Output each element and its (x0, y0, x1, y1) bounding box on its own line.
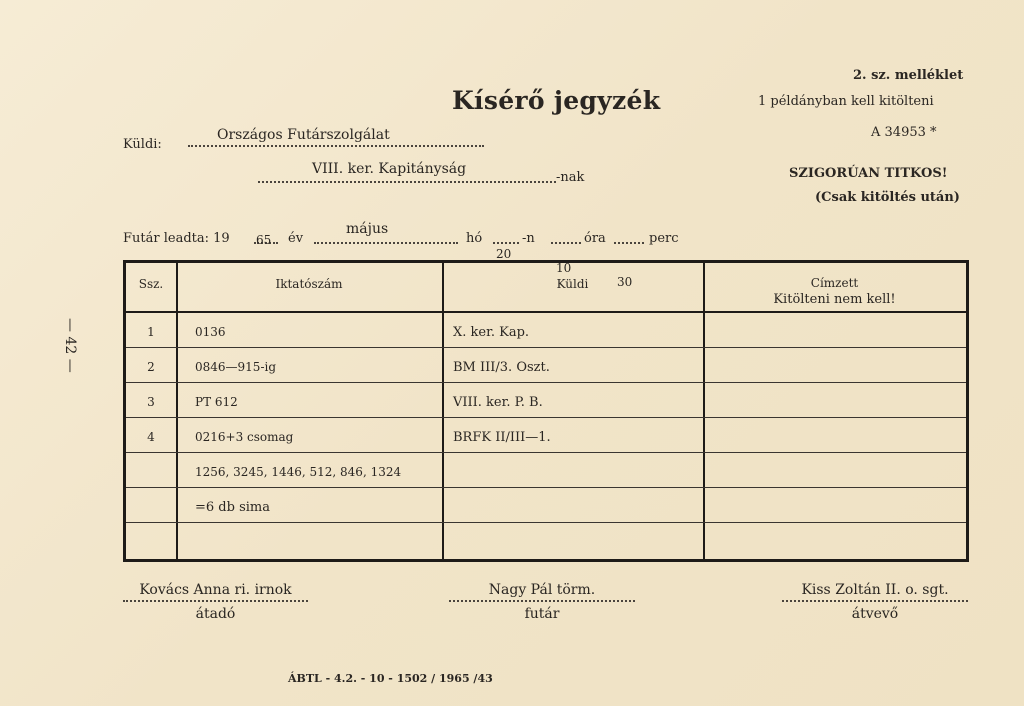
serial-number: A 34953 * (871, 125, 937, 140)
year-label: év (288, 231, 304, 246)
row-line-1 (126, 347, 966, 348)
row-2-reg: 0846—915-ig (195, 360, 277, 374)
col-divider-3 (703, 263, 705, 559)
minute-value: 30 (617, 275, 633, 289)
row-5-reg: 1256, 3245, 1446, 512, 846, 1324 (195, 465, 402, 479)
handover-label: Futár leadta: 19 (123, 231, 230, 246)
consignment-table (123, 260, 969, 562)
row-line-5 (126, 487, 966, 488)
header-separator (126, 311, 966, 313)
side-page-number: — 42 — (62, 318, 78, 373)
day-label: -n (522, 231, 535, 246)
copies-note: 1 példányban kell kitölteni (758, 94, 934, 109)
month-label: hó (466, 231, 483, 246)
minute-label: perc (649, 231, 679, 246)
row-3-sender: VIII. ker. P. B. (453, 395, 543, 410)
row-3-num: 3 (147, 395, 155, 409)
day-dots (493, 228, 519, 244)
signature-receiver (782, 582, 968, 622)
day-value: 20 (496, 247, 512, 261)
row-line-4 (126, 452, 966, 453)
row-line-2 (126, 382, 966, 383)
row-2-sender: BM III/3. Oszt. (453, 360, 550, 375)
row-4-reg: 0216+3 csomag (195, 430, 294, 444)
signature-giver (123, 582, 308, 622)
document-title: Kísérő jegyzék (452, 86, 661, 115)
sender-suffix: -nak (556, 170, 585, 185)
month-value: május (346, 221, 389, 237)
giver-name: Kovács Anna ri. irnok (123, 582, 308, 602)
minute-dots (614, 228, 644, 244)
sender-value-1: Országos Futárszolgálat (217, 127, 390, 143)
sender-value-2: VIII. ker. Kapitányság (312, 161, 467, 177)
hour-value: 10 (556, 261, 572, 275)
row-4-sender: BRFK II/III—1. (453, 430, 551, 445)
col-divider-1 (176, 263, 178, 559)
header-recipient-note: Kitölteni nem kell! (773, 292, 896, 307)
signature-courier (449, 582, 635, 622)
year-value: 65 (256, 233, 272, 247)
col-divider-2 (442, 263, 444, 559)
row-1-num: 1 (147, 325, 155, 339)
row-4-num: 4 (147, 430, 155, 444)
header-sender: Küldi (556, 277, 589, 291)
row-line-3 (126, 417, 966, 418)
row-6-reg: =6 db sima (195, 500, 270, 515)
row-1-reg: 0136 (195, 325, 226, 339)
annex-label: 2. sz. melléklet (853, 68, 964, 83)
archive-reference: ÁBTL - 4.2. - 10 - 1502 / 1965 /43 (288, 672, 493, 685)
header-reg: Iktatószám (275, 277, 343, 291)
giver-role: átadó (195, 606, 236, 622)
courier-name: Nagy Pál törm. (449, 582, 635, 602)
header-recipient: Címzett (810, 276, 859, 290)
secret-note: (Csak kitöltés után) (815, 190, 960, 205)
sender-label: Küldi: (123, 137, 162, 152)
row-line-6 (126, 522, 966, 523)
hour-label: óra (584, 231, 606, 246)
courier-role: futár (524, 606, 560, 622)
row-1-sender: X. ker. Kap. (453, 325, 530, 340)
receiver-name: Kiss Zoltán II. o. sgt. (782, 582, 968, 602)
row-2-num: 2 (147, 360, 155, 374)
header-num: Ssz. (138, 277, 164, 291)
receiver-role: átvevő (851, 606, 899, 622)
row-3-reg: PT 612 (195, 395, 238, 409)
secret-label: SZIGORÚAN TITKOS! (789, 166, 948, 181)
hour-dots (551, 228, 581, 244)
